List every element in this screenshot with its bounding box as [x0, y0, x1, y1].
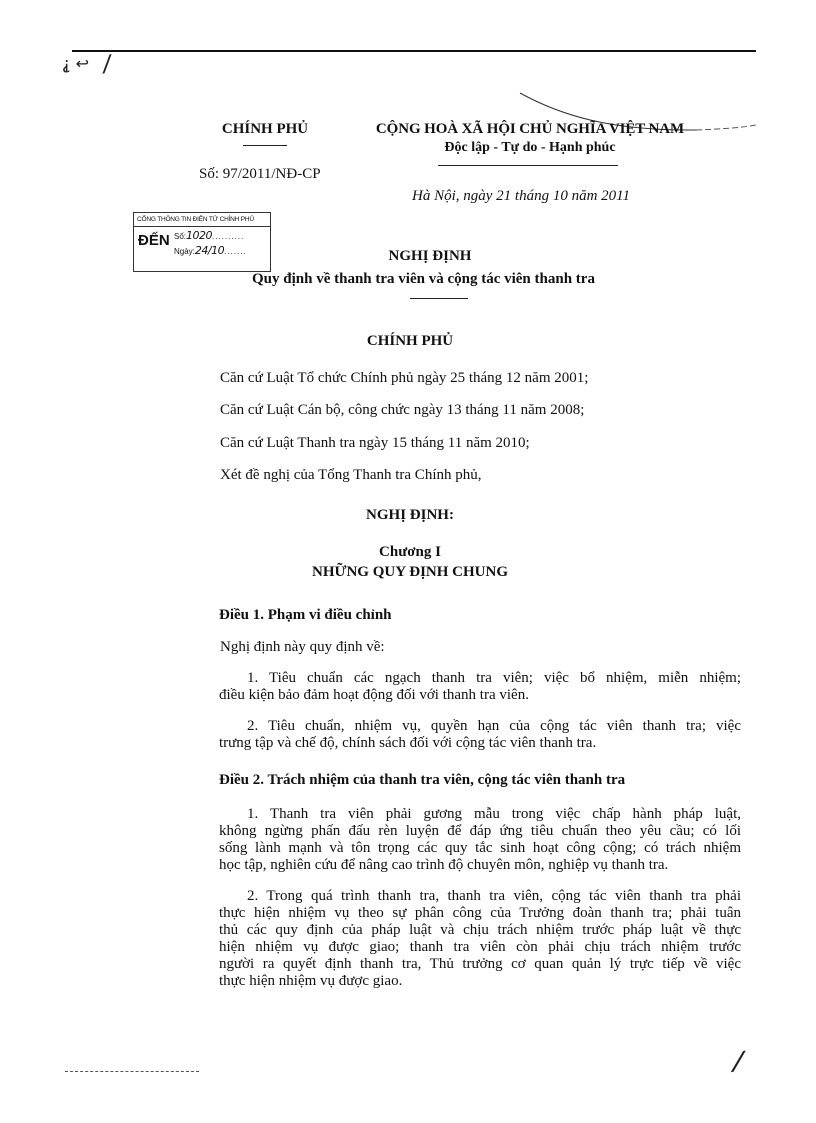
legal-basis-1: Căn cứ Luật Tổ chức Chính phủ ngày 25 tháng 12 năm 2001; [220, 370, 589, 386]
scan-top-rule [72, 50, 756, 52]
decree-heading: NGHỊ ĐỊNH: [366, 507, 454, 523]
stamp-org: CỔNG THÔNG TIN ĐIỆN TỬ CHÍNH PHỦ [134, 213, 270, 227]
handwritten-check-icon: ⟋ [96, 50, 118, 78]
handwritten-scribble-icon: ⸘ ↩ [62, 54, 89, 73]
chapter-title: NHỮNG QUY ĐỊNH CHUNG [312, 564, 508, 580]
place-and-date: Hà Nội, ngày 21 tháng 10 năm 2011 [412, 188, 631, 204]
article-1-clause-2: 2. Tiêu chuẩn, nhiệm vụ, quyền hạn của cộng tác viên thanh tra; việc trưng tập và chế độ, chính sách đối với cộng tác viên thanh tra. [219, 718, 741, 751]
issuer-underline [243, 145, 287, 146]
stamp-label: ĐẾN [138, 232, 170, 249]
stamp-date-field: Ngày:24/10....... [174, 244, 247, 257]
motto-underline [438, 165, 618, 166]
article-2-heading: Điều 2. Trách nhiệm của thanh tra viên, cộng tác viên thanh tra [219, 772, 626, 788]
legal-basis-4: Xét đề nghị của Tổng Thanh tra Chính phủ, [220, 467, 482, 483]
scan-bottom-rule [65, 1071, 199, 1072]
national-header [360, 121, 700, 156]
article-1-intro: Nghị định này quy định về: [220, 639, 385, 655]
stamp-number-label: Số: [174, 232, 187, 241]
country-name: CỘNG HOÀ XÃ HỘI CHỦ NGHĨA VIỆT NAM [375, 121, 685, 137]
national-motto: Độc lập - Tự do - Hạnh phúc [444, 140, 616, 155]
title-underline [410, 298, 468, 299]
article-2-clause-1: 1. Thanh tra viên phải gương mẫu trong việc chấp hành pháp luật, không ngừng phấn đấu rèn luyện để đáp ứng tiêu chuẩn theo yêu cầu; có lối sống lành mạnh và tôn trọng các quy tắc sinh hoạt công cộng; có trách nhiệm học tập, nghiên cứu để nâng cao trình độ chuyên môn, nghiệp vụ thanh tra. [219, 806, 741, 873]
authority-heading: CHÍNH PHỦ [366, 333, 454, 349]
legal-basis-3: Căn cứ Luật Thanh tra ngày 15 tháng 11 năm 2010; [220, 435, 530, 451]
article-1-heading: Điều 1. Phạm vi điều chỉnh [219, 607, 392, 623]
stamp-date-value: 24/10 [194, 244, 225, 257]
article-2-clause-2: 2. Trong quá trình thanh tra, thanh tra viên, cộng tác viên thanh tra phải thực hiện nhiệm vụ theo sự phân công của Trưởng đoàn thanh tra; phải tuân thủ các quy định của pháp luật và chịu trách nhiệm trước pháp luật về thực hiện nhiệm vụ được giao; thanh tra viên còn phải chịu trách nhiệm trước người ra quyết định thanh tra, Thủ trưởng cơ quan quản lý trực tiếp về việc thực hiện nhiệm vụ được giao. [219, 888, 741, 989]
handwritten-tick-icon: ⟋ [727, 1046, 750, 1078]
stamp-date-label: Ngày: [174, 247, 195, 256]
issuer-name: CHÍNH PHỦ [221, 121, 309, 137]
document-number: Số: 97/2011/NĐ-CP [199, 166, 321, 182]
stamp-number-value: 1020 [186, 229, 213, 242]
chapter-number: Chương I [379, 544, 441, 560]
legal-basis-2: Căn cứ Luật Cán bộ, công chức ngày 13 tháng 11 năm 2008; [220, 402, 585, 418]
article-1-clause-1: 1. Tiêu chuẩn các ngạch thanh tra viên; việc bổ nhiệm, miễn nhiệm; điều kiện bảo đảm hoạt động đối với thanh tra viên. [219, 670, 741, 703]
document-subject: Quy định về thanh tra viên và cộng tác viên thanh tra [252, 271, 595, 287]
stamp-number-field: Số:1020.......... [174, 229, 245, 242]
document-type: NGHỊ ĐỊNH [388, 248, 472, 264]
